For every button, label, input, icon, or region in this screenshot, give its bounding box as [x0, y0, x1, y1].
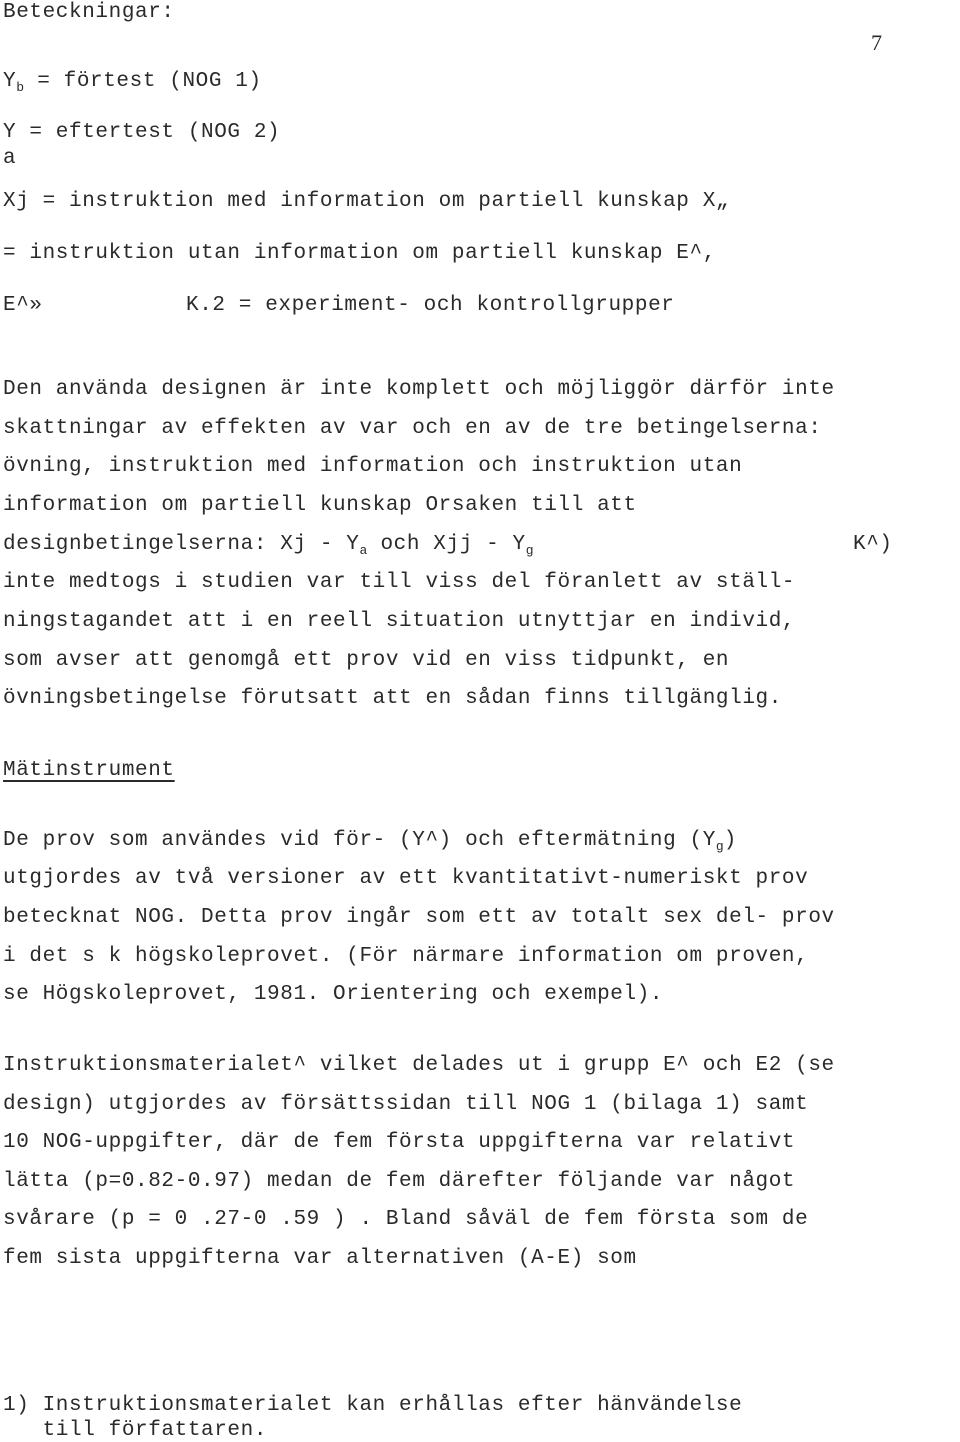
para3-line: lätta (p=0.82-0.97) medan de fem därefter följande var något: [3, 1170, 796, 1193]
design-conditions-c: K^): [853, 533, 893, 556]
notation-xj: Xj = instruktion med information om partiell kunskap X„: [3, 190, 730, 213]
para1-line: skattningar av effekten av var och en av de tre betingelserna:: [3, 417, 822, 440]
para2-line: [3, 829, 737, 854]
para1-line: övning, instruktion med information och instruktion utan: [3, 455, 743, 478]
notation-groups-prefix: E^»: [3, 294, 43, 317]
para2-line: betecknat NOG. Detta prov ingår som ett av totalt sex del- prov: [3, 906, 835, 929]
yg-subscript: g: [525, 543, 534, 558]
page-number: 7: [871, 30, 883, 55]
notation-groups: K.2 = experiment- och kontrollgrupper: [186, 294, 675, 317]
para1-line: [3, 533, 534, 558]
para3-line: 10 NOG-uppgifter, där de fem första uppgifterna var relativt: [3, 1131, 796, 1154]
notation-xjj: = instruktion utan information om partiell kunskap E^,: [3, 242, 716, 265]
para1-line: Den använda designen är inte komplett och möjliggör därför inte: [3, 378, 835, 401]
para2-line: utgjordes av två versioner av ett kvantitativt-numeriskt prov: [3, 867, 809, 890]
para1-line: ningstagandet att i en reell situation utnyttjar en individ,: [3, 610, 796, 633]
para1-line: information om partiell kunskap Orsaken till att: [3, 494, 637, 517]
para2-line: i det s k högskoleprovet. (För närmare information om proven,: [3, 945, 809, 968]
yb-text: = förtest (NOG 1): [24, 70, 262, 93]
footnote-line: till författaren.: [3, 1419, 268, 1442]
para2-subscript: g: [715, 839, 724, 854]
notation-ya: Y = eftertest (NOG 2): [3, 121, 281, 144]
para2-line1b: ): [723, 829, 737, 852]
para3-line: Instruktionsmaterialet^ vilket delades ut i grupp E^ och E2 (se: [3, 1054, 835, 1077]
notation-heading: Beteckningar:: [3, 1, 175, 24]
para1-line: övningsbetingelse förutsatt att en sådan finns tillgänglig.: [3, 687, 782, 710]
ya-subscript: a: [359, 543, 368, 558]
section-heading: Mätinstrument: [3, 759, 175, 782]
para3-line: design) utgjordes av försättssidan till NOG 1 (bilaga 1) samt: [3, 1093, 809, 1116]
para2-line: se Högskoleprovet, 1981. Orientering och exempel).: [3, 983, 664, 1006]
design-conditions-a: designbetingelserna: Xj - Y: [3, 533, 360, 556]
para1-line: inte medtogs i studien var till viss del föranlett av ställ-: [3, 571, 796, 594]
para3-line: svårare (p = 0 .27-0 .59 ) . Bland såväl de fem första som de: [3, 1208, 809, 1231]
design-conditions-b: och Xjj - Y: [367, 533, 526, 556]
yb-subscript: b: [16, 80, 25, 95]
para1-line: som avser att genomgå ett prov vid en viss tidpunkt, en: [3, 649, 730, 672]
yb-symbol: Y: [3, 70, 17, 93]
notation-yb: [3, 70, 262, 95]
footnote-line: 1) Instruktionsmaterialet kan erhållas efter hänvändelse: [3, 1394, 743, 1417]
para2-line1a: De prov som användes vid för- (Y^) och eftermätning (Y: [3, 829, 716, 852]
para3-line: fem sista uppgifterna var alternativen (A-E) som: [3, 1247, 637, 1270]
notation-ya-subscript: a: [3, 147, 17, 170]
